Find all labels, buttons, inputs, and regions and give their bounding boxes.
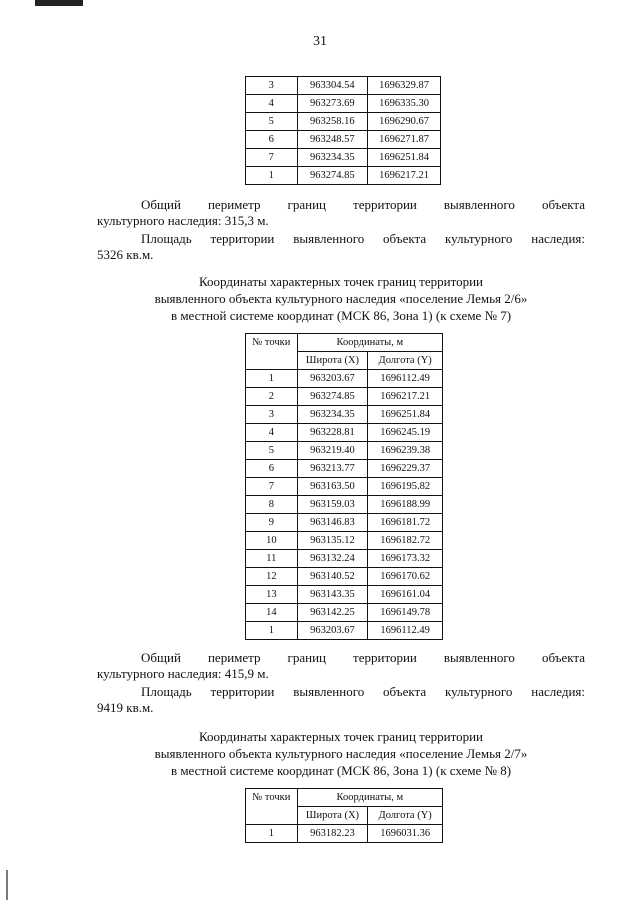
latitude-cell: 963219.40 (297, 442, 368, 460)
table-row (246, 478, 443, 496)
perimeter-line-2: культурного наследия: 315,3 м. (97, 213, 269, 228)
point-number-cell: 1 (246, 622, 298, 640)
latitude-cell: 963274.85 (297, 167, 368, 185)
point-number-cell: 8 (246, 496, 298, 514)
point-number-cell: 12 (246, 568, 298, 586)
table-row (246, 77, 441, 95)
area-line-1: Площадь территории выявленного объекта культурного наследия: (141, 684, 585, 699)
latitude-cell: 963182.23 (297, 825, 368, 843)
point-number-cell: 11 (246, 550, 298, 568)
table-row (246, 550, 443, 568)
table-row (246, 532, 443, 550)
table-row (246, 167, 441, 185)
longitude-cell: 1696195.82 (368, 478, 443, 496)
table-row (246, 622, 443, 640)
longitude-cell: 1696251.84 (368, 406, 443, 424)
latitude-cell: 963140.52 (297, 568, 368, 586)
point-number-cell: 2 (246, 388, 298, 406)
point-number-cell: 3 (246, 77, 298, 95)
longitude-cell: 1696182.72 (368, 532, 443, 550)
heading-line-3: в местной системе координат (МСК 86, Зона 1) (к схеме № 7) (170, 308, 512, 323)
longitude-cell: 1696149.78 (368, 604, 443, 622)
latitude-cell: 963304.54 (297, 77, 368, 95)
heading-line-1: Координаты характерных точек границ территории (199, 274, 483, 289)
header-point-number: № точки (246, 789, 298, 825)
point-number-cell: 1 (246, 370, 298, 388)
longitude-cell: 1696335.30 (368, 95, 441, 113)
table-row (246, 406, 443, 424)
table-row (246, 514, 443, 532)
area-text-2 (97, 684, 585, 716)
table-row (246, 442, 443, 460)
point-number-cell: 1 (246, 825, 298, 843)
header-point-number: № точки (246, 334, 298, 370)
longitude-cell: 1696290.67 (368, 113, 441, 131)
table-row (246, 825, 443, 843)
table-row (246, 370, 443, 388)
coordinates-table-lemya-2-6 (245, 333, 443, 640)
latitude-cell: 963146.83 (297, 514, 368, 532)
longitude-cell: 1696217.21 (368, 388, 443, 406)
header-longitude: Долгота (Y) (368, 807, 443, 825)
longitude-cell: 1696170.62 (368, 568, 443, 586)
point-number-cell: 6 (246, 131, 298, 149)
point-number-cell: 14 (246, 604, 298, 622)
point-number-cell: 4 (246, 95, 298, 113)
latitude-cell: 963274.85 (297, 388, 368, 406)
heading-line-3: в местной системе координат (МСК 86, Зона 1) (к схеме № 8) (170, 763, 512, 778)
table-row (246, 424, 443, 442)
longitude-cell: 1696245.19 (368, 424, 443, 442)
latitude-cell: 963159.03 (297, 496, 368, 514)
header-coordinates: Координаты, м (297, 334, 442, 352)
header-latitude: Широта (X) (297, 352, 368, 370)
latitude-cell: 963203.67 (297, 622, 368, 640)
latitude-cell: 963143.35 (297, 586, 368, 604)
coordinates-table-continuation (245, 76, 441, 185)
latitude-cell: 963234.35 (297, 149, 368, 167)
coordinates-table-lemya-2-7 (245, 788, 443, 843)
latitude-cell: 963203.67 (297, 370, 368, 388)
table-row (246, 568, 443, 586)
point-number-cell: 5 (246, 113, 298, 131)
heading-line-2: выявленного объекта культурного наследия «поселение Лемья 2/7» (154, 746, 528, 761)
longitude-cell: 1696112.49 (368, 370, 443, 388)
latitude-cell: 963273.69 (297, 95, 368, 113)
point-number-cell: 7 (246, 149, 298, 167)
point-number-cell: 5 (246, 442, 298, 460)
section-heading-lemya-2-7 (97, 728, 585, 779)
point-number-cell: 6 (246, 460, 298, 478)
table-row (246, 388, 443, 406)
area-line-2: 9419 кв.м. (97, 700, 154, 715)
table-row (246, 113, 441, 131)
latitude-cell: 963234.35 (297, 406, 368, 424)
longitude-cell: 1696239.38 (368, 442, 443, 460)
perimeter-text-2 (97, 650, 585, 682)
table-row (246, 586, 443, 604)
latitude-cell: 963132.24 (297, 550, 368, 568)
table-row (246, 496, 443, 514)
table-row (246, 149, 441, 167)
latitude-cell: 963142.25 (297, 604, 368, 622)
longitude-cell: 1696329.87 (368, 77, 441, 95)
header-longitude: Долгота (Y) (368, 352, 443, 370)
area-line-2: 5326 кв.м. (97, 247, 154, 262)
heading-line-2: выявленного объекта культурного наследия «поселение Лемья 2/6» (154, 291, 528, 306)
point-number-cell: 3 (246, 406, 298, 424)
perimeter-line-1: Общий периметр границ территории выявленного объекта (141, 197, 585, 212)
point-number-cell: 4 (246, 424, 298, 442)
area-text-1 (97, 231, 585, 263)
longitude-cell: 1696173.32 (368, 550, 443, 568)
point-number-cell: 1 (246, 167, 298, 185)
table-row (246, 131, 441, 149)
longitude-cell: 1696251.84 (368, 149, 441, 167)
longitude-cell: 1696188.99 (368, 496, 443, 514)
longitude-cell: 1696181.72 (368, 514, 443, 532)
section-heading-lemya-2-6 (97, 273, 585, 324)
scan-artifact-left-edge (6, 870, 8, 900)
perimeter-line-1: Общий периметр границ территории выявленного объекта (141, 650, 585, 665)
latitude-cell: 963213.77 (297, 460, 368, 478)
area-line-1: Площадь территории выявленного объекта культурного наследия: (141, 231, 585, 246)
latitude-cell: 963135.12 (297, 532, 368, 550)
point-number-cell: 7 (246, 478, 298, 496)
header-latitude: Широта (X) (297, 807, 368, 825)
header-coordinates: Координаты, м (297, 789, 442, 807)
point-number-cell: 13 (246, 586, 298, 604)
longitude-cell: 1696161.04 (368, 586, 443, 604)
perimeter-line-2: культурного наследия: 415,9 м. (97, 666, 269, 681)
point-number-cell: 10 (246, 532, 298, 550)
perimeter-text-1 (97, 197, 585, 229)
point-number-cell: 9 (246, 514, 298, 532)
latitude-cell: 963258.16 (297, 113, 368, 131)
longitude-cell: 1696229.37 (368, 460, 443, 478)
latitude-cell: 963163.50 (297, 478, 368, 496)
longitude-cell: 1696271.87 (368, 131, 441, 149)
table-row (246, 604, 443, 622)
longitude-cell: 1696112.49 (368, 622, 443, 640)
heading-line-1: Координаты характерных точек границ территории (199, 729, 483, 744)
scan-artifact-top-left (35, 0, 83, 6)
latitude-cell: 963228.81 (297, 424, 368, 442)
page-number: 31 (313, 34, 327, 49)
longitude-cell: 1696217.21 (368, 167, 441, 185)
table-row (246, 460, 443, 478)
longitude-cell: 1696031.36 (368, 825, 443, 843)
latitude-cell: 963248.57 (297, 131, 368, 149)
table-row (246, 95, 441, 113)
